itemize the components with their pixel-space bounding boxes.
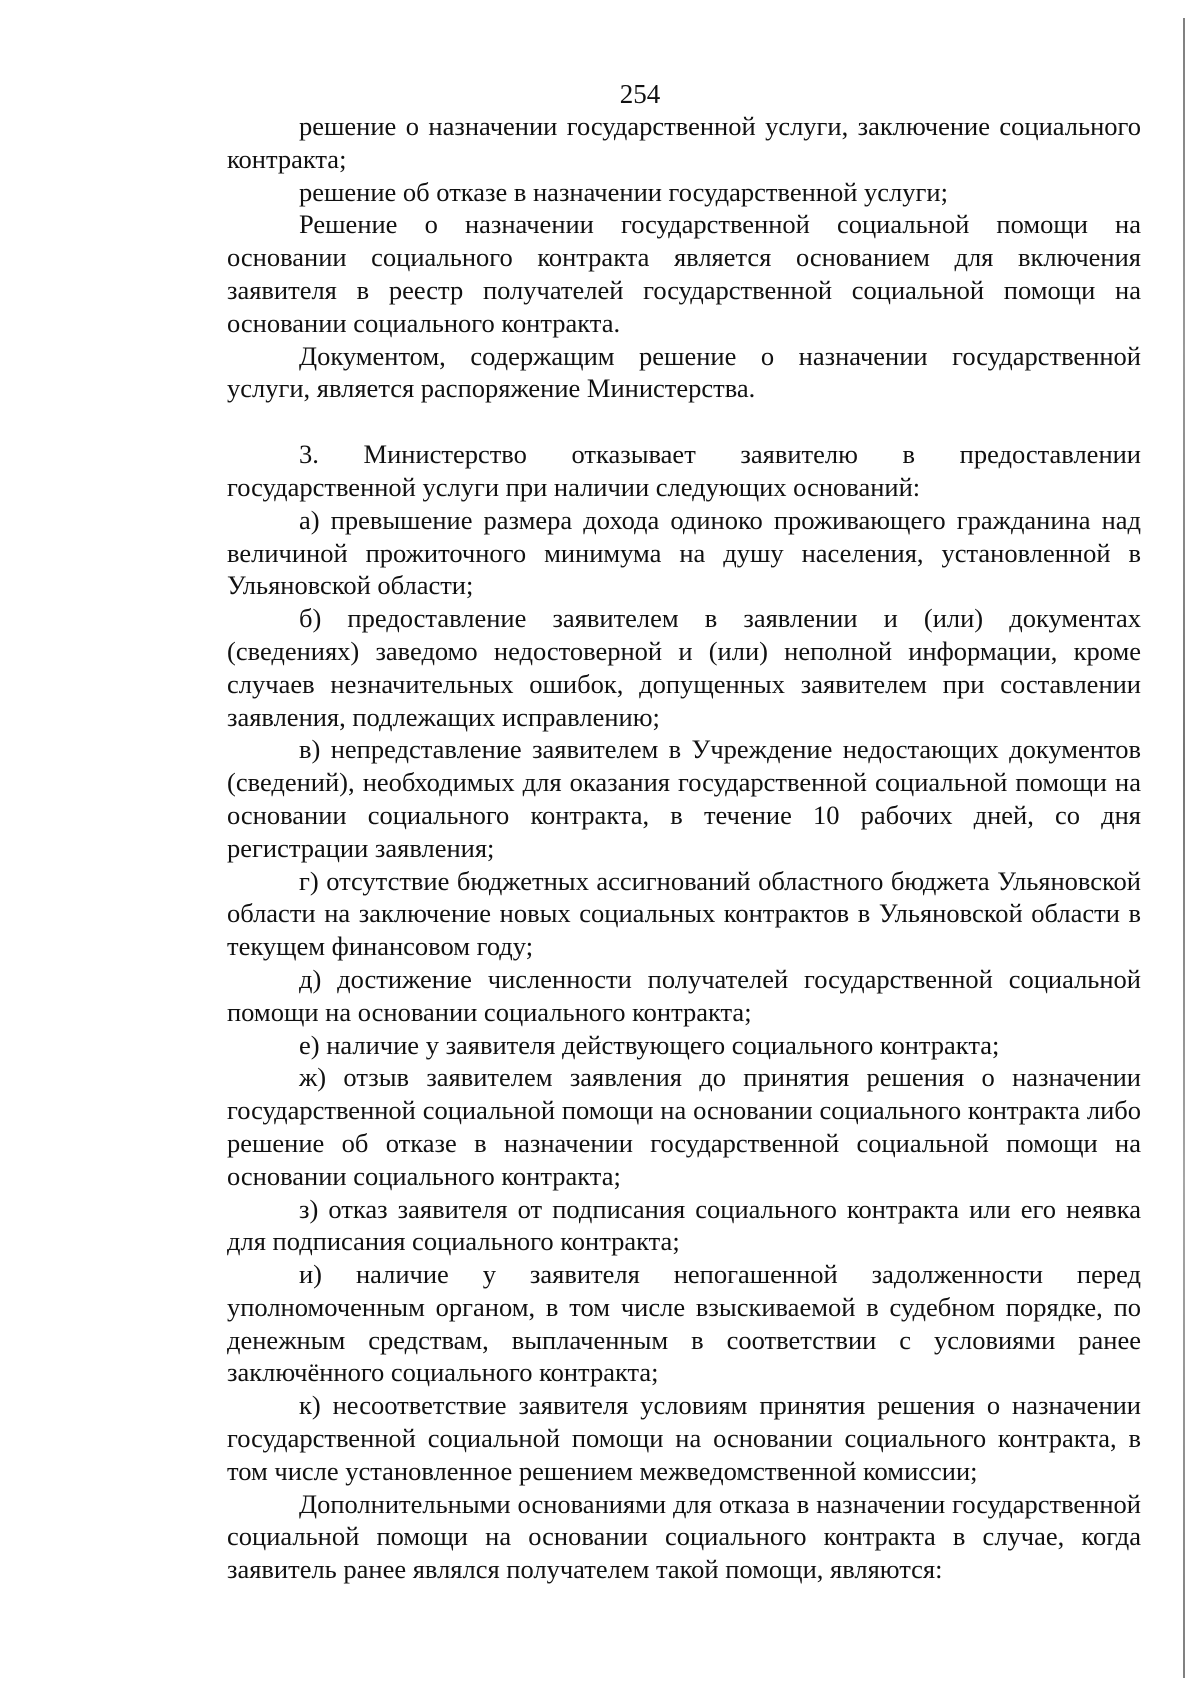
list-item-d: д) достижение численности получателей государственной социальной помощи на основании социального контракта; (227, 963, 1141, 1027)
list-item-e: е) наличие у заявителя действующего социального контракта; (299, 1029, 1000, 1060)
paragraph-order-document: Документом, содержащим решение о назначении государственной услуги, является распоряжение Министерства. (227, 340, 1141, 404)
list-item-z: з) отказ заявителя от подписания социального контракта или его неявка для подписания социального контракта; (227, 1193, 1141, 1257)
list-item-zh: ж) отзыв заявителем заявления до принятия решения о назначении государственной социальной помощи на основании социального контракта либо решение об отказе в назначении государственной социальной помощи на основании социального контракта; (227, 1062, 1141, 1191)
page-number: 254 (619, 79, 661, 109)
paragraph-additional-grounds: Дополнительными основаниями для отказа в назначении государственной социальной помощи на основании социального контракта в случае, когда заявитель ранее являлся получателем такой помощи, являются: (227, 1488, 1141, 1585)
list-item-a: а) превышение размера дохода одиноко проживающего гражданина над величиной прожиточного минимума на душу населения, установленной в Ульяновской области; (227, 504, 1141, 601)
scan-edge-line (1183, 18, 1185, 1678)
list-item-v: в) непредставление заявителем в Учреждение недостающих документов (сведений), необходимых для оказания государственной социальной помощи на основании социального контракта, в течение 10 рабочих дней, со дня регистрации заявления; (227, 734, 1141, 863)
list-item-g: г) отсутствие бюджетных ассигнований областного бюджета Ульяновской области на заключение новых социальных контрактов в Ульяновской области в текущем финансовом году; (227, 865, 1141, 962)
list-item-b: б) предоставление заявителем в заявлении и (или) документах (сведениях) заведомо недостоверной и (или) неполной информации, кроме случаев незначительных ошибок, допущенных заявителем при составлении заявления, подлежащих исправлению; (227, 603, 1141, 732)
list-item-k: к) несоответствие заявителя условиям принятия решения о назначении государственной социальной помощи на основании социального контракта, в том числе установленное решением межведомственной комиссии; (227, 1390, 1141, 1486)
paragraph-registry-basis: Решение о назначении государственной социальной помощи на основании социального контракта является основанием для включения заявителя в реестр получателей государственной социальной помощи на основании социального контракта. (227, 209, 1141, 338)
paragraph-refusal-grounds-intro: 3. Министерство отказывает заявителю в предоставлении государственной услуги при наличии следующих оснований: (227, 439, 1141, 502)
document-body (227, 110, 1141, 1586)
list-item-i: и) наличие у заявителя непогашенной задолженности перед уполномоченным органом, в том числе взыскиваемой в судебном порядке, по денежным средствам, выплаченным в соответствии с условиями ранее заключённого социального контракта; (227, 1259, 1141, 1388)
paragraph-decision-assign: решение о назначении государственной услуги, заключение социального контракта; (227, 111, 1141, 174)
paragraph-decision-refuse: решение об отказе в назначении государственной услуги; (299, 176, 948, 207)
